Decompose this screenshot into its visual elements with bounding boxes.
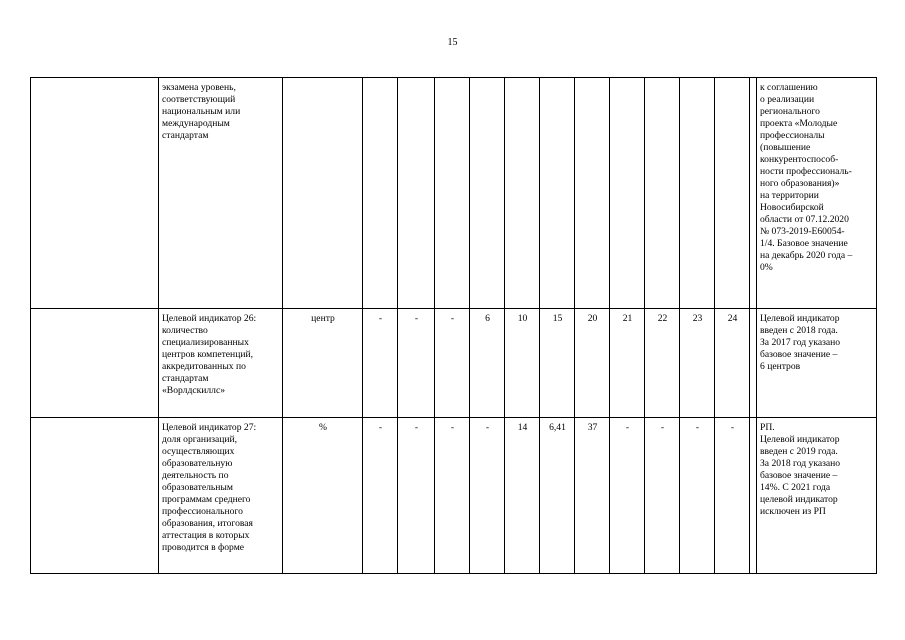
value-cell [540, 78, 575, 309]
value-cell: 22 [645, 309, 680, 418]
unit-cell [283, 78, 363, 309]
unit-cell: % [283, 418, 363, 574]
value-cell [398, 78, 435, 309]
table-row [31, 78, 877, 309]
value-cell: 37 [575, 418, 610, 574]
value-cell: - [645, 418, 680, 574]
value-cell: 21 [610, 309, 645, 418]
indicator-table [30, 77, 877, 574]
value-cell: 15 [540, 309, 575, 418]
value-cell: - [398, 418, 435, 574]
value-cell: - [610, 418, 645, 574]
value-cell [610, 78, 645, 309]
value-cell: 23 [680, 309, 715, 418]
indicator-note: к соглашению о реализации регионального проекта «Молодые профессионалы (повышение конкурентоспособ- ности профессиональ- ного образования)» на территории Новосибирской области от 07.12.2020 № 073-2019-Е60054- 1/4. Базовое значение на декабрь 2020 года – 0% [757, 78, 877, 309]
indicator-description: Целевой индикатор 26: количество специализированных центров компетенций, аккредитованных по стандартам «Ворлдскиллс» [159, 309, 283, 418]
empty-number-cell [31, 78, 159, 309]
value-cell: 20 [575, 309, 610, 418]
value-cell [575, 78, 610, 309]
value-cell: 24 [715, 309, 750, 418]
value-cell: 10 [505, 309, 540, 418]
value-cell: 6,41 [540, 418, 575, 574]
value-cell [750, 78, 757, 309]
table-row [31, 418, 877, 574]
value-cell: 6 [470, 309, 505, 418]
page-number: 15 [447, 37, 458, 48]
value-cell: - [470, 418, 505, 574]
value-cell [750, 309, 757, 418]
value-cell [715, 78, 750, 309]
value-cell [505, 78, 540, 309]
value-cell: 14 [505, 418, 540, 574]
indicator-note: РП. Целевой индикатор введен с 2019 года. За 2018 год указано базовое значение – 14%. С 2021 года целевой индикатор исключен из РП [757, 418, 877, 574]
value-cell [645, 78, 680, 309]
value-cell [680, 78, 715, 309]
indicator-note: Целевой индикатор введен с 2018 года. За 2017 год указано базовое значение – 6 центров [757, 309, 877, 418]
value-cell [435, 78, 470, 309]
indicator-description: экзамена уровень, соответствующий национальным или международным стандартам [159, 78, 283, 309]
value-cell: - [398, 309, 435, 418]
value-cell: - [363, 418, 398, 574]
value-cell [750, 418, 757, 574]
value-cell [470, 78, 505, 309]
value-cell: - [715, 418, 750, 574]
value-cell: - [363, 309, 398, 418]
value-cell: - [680, 418, 715, 574]
value-cell: - [435, 309, 470, 418]
unit-cell: центр [283, 309, 363, 418]
indicator-description: Целевой индикатор 27: доля организаций, осуществляющих образовательную деятельность по образовательным программам среднего профессионального образования, итоговая аттестация в которых проводится в форме [159, 418, 283, 574]
table-row [31, 309, 877, 418]
empty-number-cell [31, 418, 159, 574]
value-cell: - [435, 418, 470, 574]
empty-number-cell [31, 309, 159, 418]
value-cell [363, 78, 398, 309]
